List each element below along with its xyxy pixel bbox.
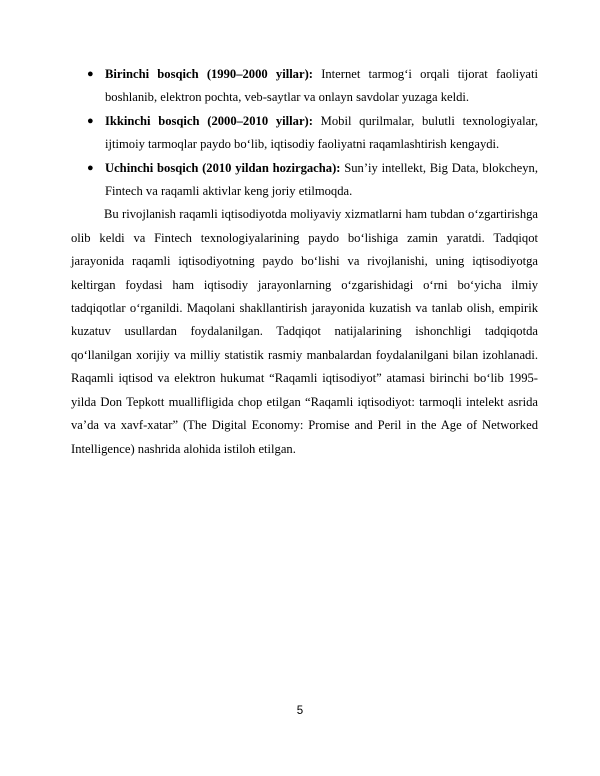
bullet-icon: ● [87, 114, 94, 127]
page-number: 5 [296, 705, 304, 717]
list-item [71, 63, 538, 110]
bullet-icon: ● [87, 161, 94, 174]
bullet-title: Birinchi bosqich (1990–2000 yillar): [105, 67, 313, 81]
bullet-text: Mobil qurilmalar, bulutli texnologiyalar, ijtimoiy tarmoqlar paydo bo‘lib, iqtisodiy faoliyatni raqamlashtirish kengaydi. [105, 113, 538, 152]
list-item [71, 157, 538, 204]
stages-list [71, 63, 538, 203]
bullet-icon: ● [87, 68, 94, 80]
bullet-title: Ikkinchi bosqich (2000–2010 yillar): [105, 113, 313, 128]
body-paragraph: Bu rivojlanish raqamli iqtisodiyotda moliyaviy xizmatlarni ham tubdan o‘zgartirishga olib keldi va Fintech texnologiyalarining paydo bo‘lishiga zamin yaratdi. Tadqiqot jarayonida raqamli iqtisodiyotning paydo bo‘lishi va rivojlanishi, uning iqtisodiyotga keltirgan foydasi ham iqtisodiy jarayonlarning o‘zgarishidagi o‘rni bo‘yicha ilmiy tadqiqotlar o‘rganildi. Maqolani shakllantirish jarayonida kuzatish va tanlab olish, empirik kuzatuv usullardan foydalanilgan. Tadqiqot natijalarining ishonchligi tadqiqotda qo‘llanilgan xorijiy va milliy statistik rasmiy manbalardan foydalanilgani bilan izohlanadi. Raqamli iqtisod va elektron hukumat “Raqamli iqtisodiyot” atamasi birinchi bo‘lib 1995-yilda Don Tepkott muallifligida chop etilgan “Raqamli iqtisodiyot: tarmoqli intelekt asrida va’da va xavf-xatar” (The Digital Economy: Promise and Peril in the Age of Networked Intelligence) nashrida alohida istiloh etilgan. [71, 207, 538, 456]
bullet-title: Uchinchi bosqich (2010 yildan hozirgacha): [105, 160, 341, 175]
bullet-text: Internet tarmog‘i orqali tijorat faoliyati boshlanib, elektron pochta, veb-saytlar va onlayn savdolar yuzaga keldi. [105, 67, 538, 105]
bullet-text: Sun’iy intellekt, Big Data, blokcheyn, Fintech va raqamli aktivlar keng joriy etilmoqda. [105, 160, 539, 199]
list-item [71, 110, 538, 157]
page-body [71, 63, 538, 461]
